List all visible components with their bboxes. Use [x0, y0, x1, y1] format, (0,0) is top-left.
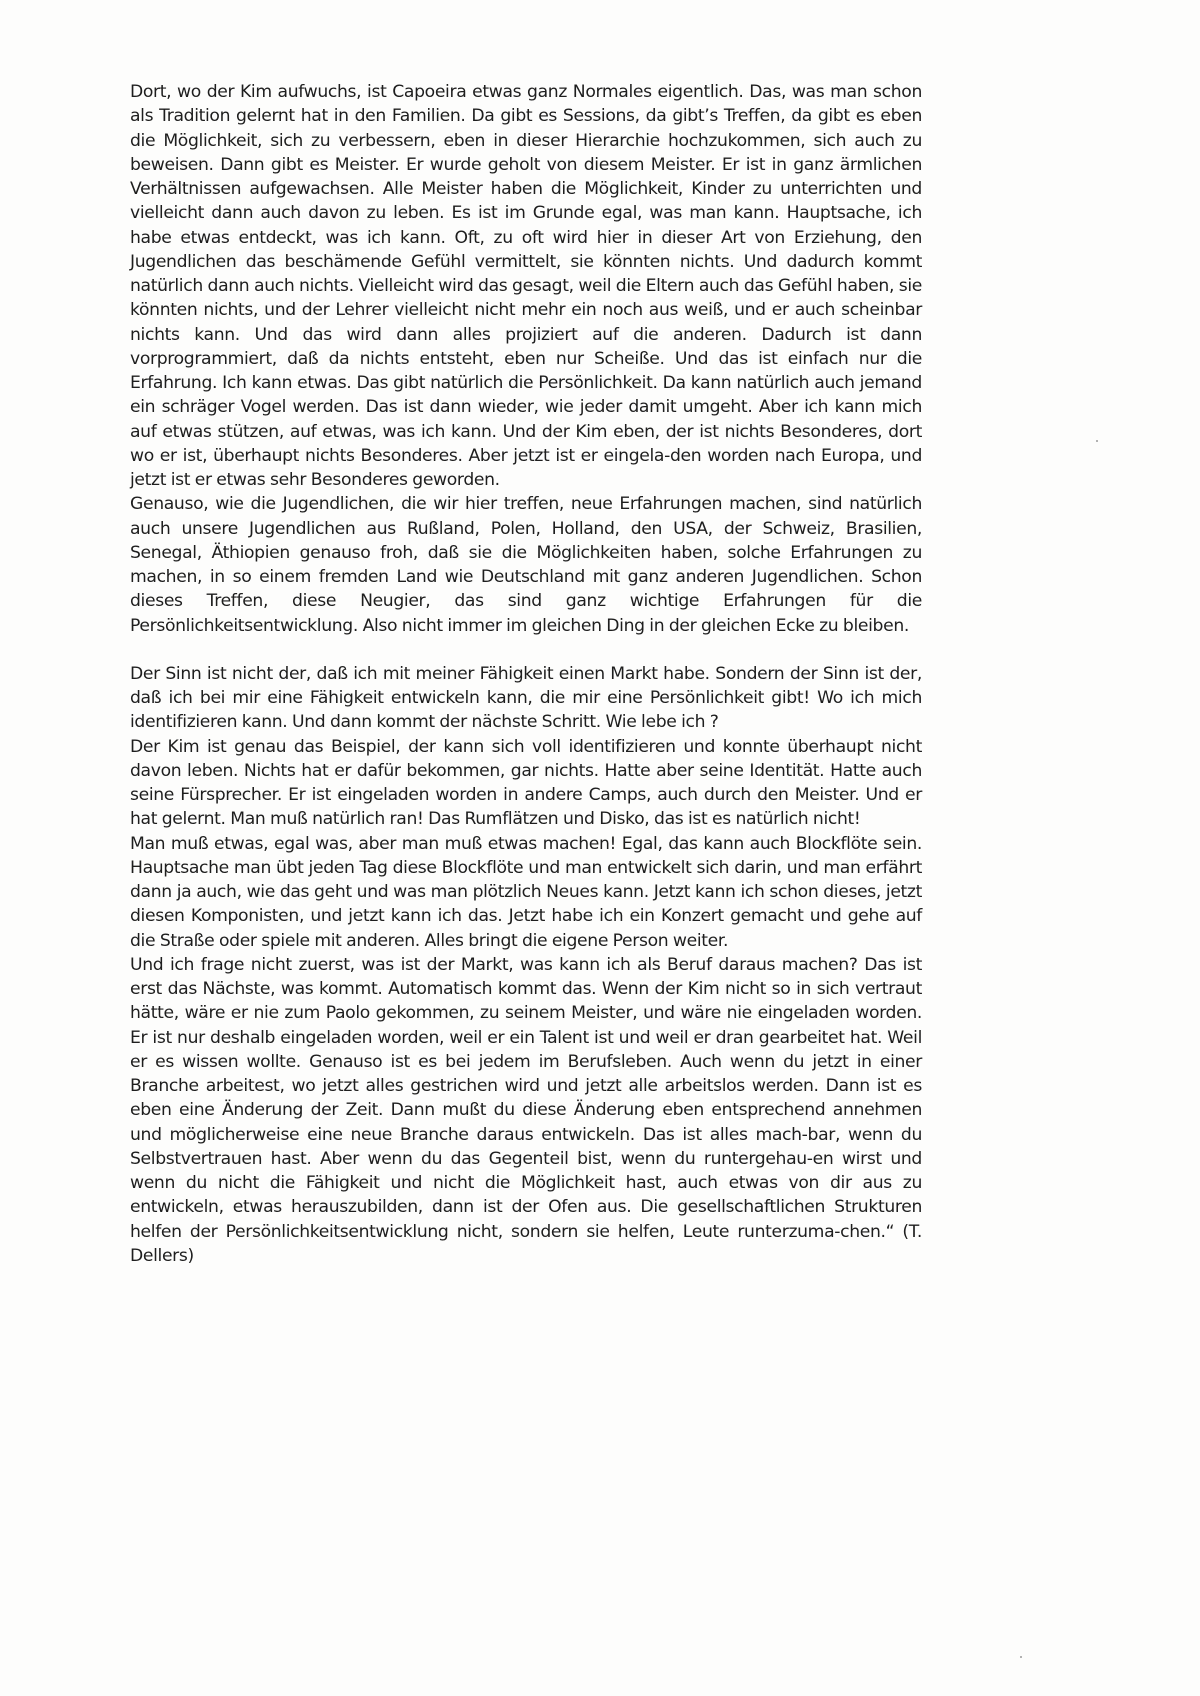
body-text	[130, 80, 922, 1268]
paragraph-meaning-of-ability: Der Sinn ist nicht der, daß ich mit meiner Fähigkeit einen Markt habe. Sondern der Sinn ist der, daß ich bei mir eine Fähigkeit entwickeln kann, die mir eine Persönlichkeit gibt! Wo ich mich identifizieren kann. Und dann kommt der nächste Schritt. Wie lebe ich ?	[130, 663, 922, 733]
paragraph-kim-example: Der Kim ist genau das Beispiel, der kann sich voll identifizieren und konnte überhaupt nicht davon leben. Nichts hat er dafür bekommen, gar nichts. Hatte aber seine Identität. Hatte auch seine Fürsprecher. Er ist eingeladen worden in andere Camps, auch durch den Meister. Und er hat gelernt. Man muß natürlich ran! Das Rumflätzen und Disko, das ist es natürlich nicht!	[130, 736, 922, 830]
scan-speck	[1020, 1656, 1022, 1658]
scan-speck	[1096, 440, 1098, 442]
paragraph-youth-experiences: Genauso, wie die Jugendlichen, die wir hier treffen, neue Erfahrungen machen, sind natürlich auch unsere Jugendlichen aus Rußland, Polen, Holland, den USA, der Schweiz, Brasilien, Senegal, Äthiopien genauso froh, daß sie die Möglichkeiten haben, solche Erfahrungen zu machen, in so einem fremden Land wie Deutschland mit ganz anderen Jugendlichen. Schon dieses Treffen, diese Neugier, das sind ganz wichtige Erfahrungen für die Persönlichkeitsentwicklung. Also nicht immer im gleichen Ding in der gleichen Ecke zu bleiben.	[130, 494, 922, 636]
paragraph-market-and-career: Und ich frage nicht zuerst, was ist der Markt, was kann ich als Beruf daraus machen? Das ist erst das Nächste, was kommt. Automatisch kommt das. Wenn der Kim nicht so in sich vertraut hätte, wäre er nie zum Paolo gekommen, zu seinem Meister, und wäre nie eingeladen worden. Er ist nur deshalb eingeladen worden, weil er ein Talent ist und weil er dran gearbeitet hat. Weil er es wissen wollte. Genauso ist es bei jedem im Berufsleben. Auch wenn du jetzt in einer Branche arbeitest, wo jetzt alles gestrichen wird und jetzt alle arbeitslos werden. Dann ist es eben eine Änderung der Zeit. Dann mußt du diese Änderung eben entsprechend annehmen und möglicherweise eine neue Branche daraus entwickeln. Das ist alles mach-bar, wenn du Selbstvertrauen hast. Aber wenn du das Gegenteil bist, wenn du runtergehau-en wirst und wenn du nicht die Fähigkeit und nicht die Möglichkeit hast, auch etwas von dir aus zu entwickeln, etwas herauszubilden, dann ist der Ofen aus. Die gesellschaftlichen Strukturen helfen der Persönlichkeitsentwicklung nicht, sondern sie helfen, Leute runterzuma-chen.“ (T. Dellers)	[130, 954, 922, 1266]
paragraph-recorder-practice: Man muß etwas, egal was, aber man muß etwas machen! Egal, das kann auch Blockflöte sein. Hauptsache man übt jeden Tag diese Blockflöte und man entwickelt sich darin, und man erfährt dann ja auch, wie das geht und was man plötzlich Neues kann. Jetzt kann ich schon dieses, jetzt diesen Komponisten, und jetzt kann ich das. Jetzt habe ich ein Konzert gemacht und gehe auf die Straße oder spiele mit anderen. Alles bringt die eigene Person weiter.	[130, 833, 922, 951]
paragraph-kim-tradition: Dort, wo der Kim aufwuchs, ist Capoeira etwas ganz Normales eigentlich. Das, was man schon als Tradition gelernt hat in den Familien. Da gibt es Sessions, da gibt’s Treffen, da gibt es eben die Möglichkeit, sich zu verbessern, eben in dieser Hierarchie hochzukommen, sich auch zu beweisen. Dann gibt es Meister. Er wurde geholt von diesem Meister. Er ist in ganz ärmlichen Verhältnissen aufgewachsen. Alle Meister haben die Möglichkeit, Kinder zu unterrichten und vielleicht dann auch davon zu leben. Es ist im Grunde egal, was man kann. Hauptsache, ich habe etwas entdeckt, was ich kann. Oft, zu oft wird hier in dieser Art von Erziehung, den Jugendlichen das beschämende Gefühl vermittelt, sie könnten nichts. Und dadurch kommt natürlich dann auch nichts. Vielleicht wird das gesagt, weil die Eltern auch das Gefühl haben, sie könnten nichts, und der Lehrer vielleicht nicht mehr ein noch aus weiß, und er auch scheinbar nichts kann. Und das wird dann alles projiziert auf die anderen. Dadurch ist dann vorprogrammiert, daß da nichts entsteht, eben nur Scheiße. Und das ist einfach nur die Erfahrung. Ich kann etwas. Das gibt natürlich die Persönlichkeit. Da kann natürlich auch jemand ein schräger Vogel werden. Das ist dann wieder, wie jeder damit umgeht. Aber ich kann mich auf etwas stützen, auf etwas, was ich kann. Und der Kim eben, der ist nichts Besonderes, dort wo er ist, überhaupt nichts Besonderes. Aber jetzt ist er eingela-den worden nach Europa, und jetzt ist er etwas sehr Besonderes geworden.	[130, 82, 922, 490]
